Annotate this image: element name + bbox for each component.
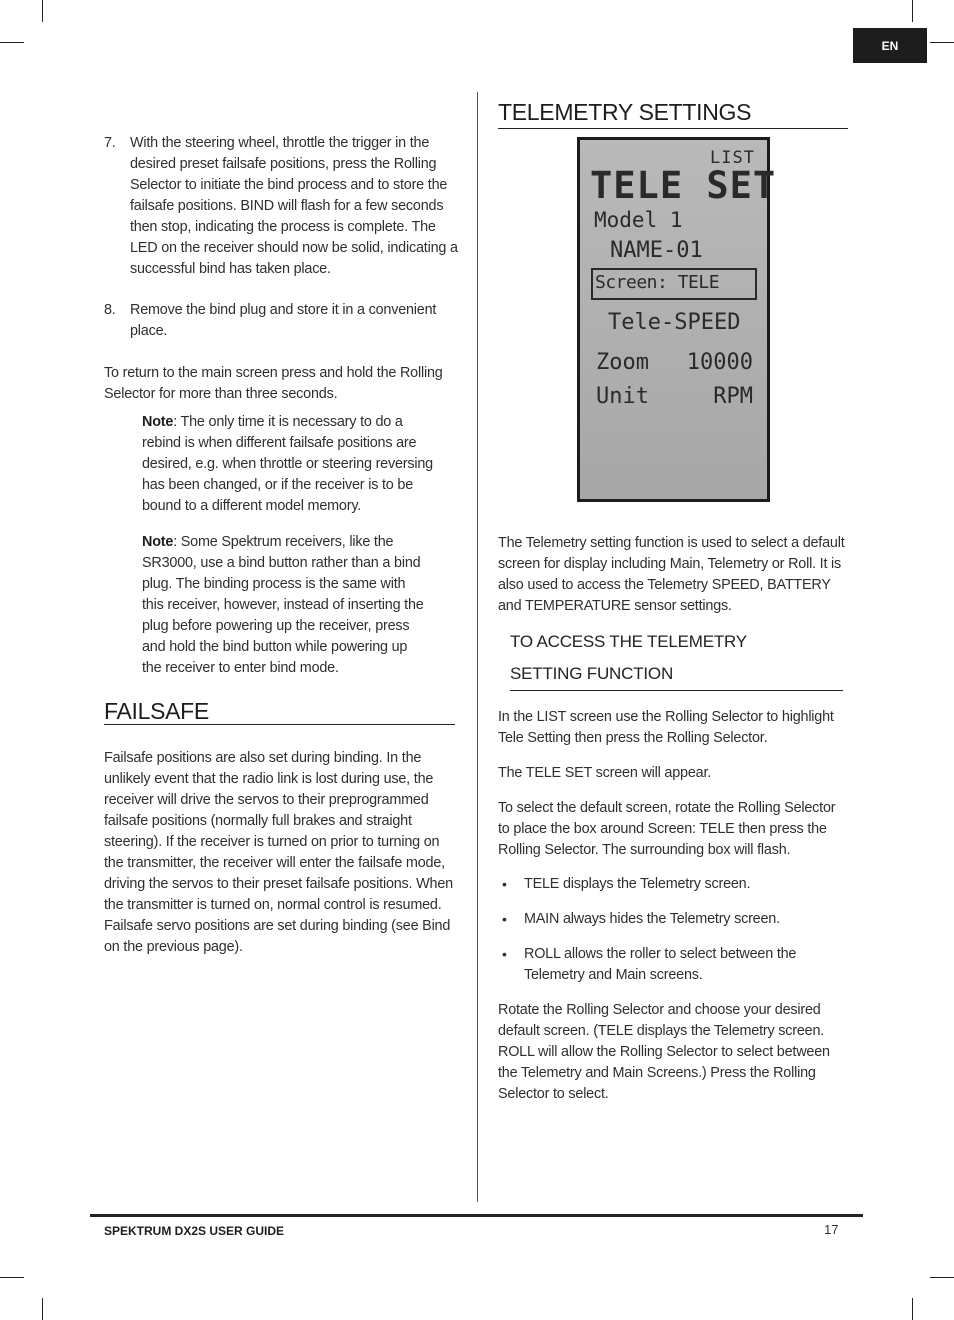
lcd-list-label: LIST — [710, 148, 755, 168]
list-item-text: Remove the bind plug and store it in a convenient place. — [130, 302, 437, 339]
list-item-number: 8. — [104, 302, 116, 318]
failsafe-paragraph: Failsafe positions are also set during binding. In the unlikely event that the radio link is lost during use, the receiver will drive the servos to their preprogrammed failsafe positions (normally full brakes and straight steering). If the receiver is turned on prior to turning on the transmitter, the receiver will enter the failsafe mode, driving the servos to their preset failsafe positions. When the transmitter is turned on, normal control is resumed. Failsafe servo positions are set during binding (see Bind on the previous page). — [104, 750, 453, 955]
footer-title: SPEKTRUM DX2S USER GUIDE — [104, 1224, 285, 1238]
access-paragraph-1: In the LIST screen use the Rolling Selector to highlight Tele Setting then press the Rolling Selector. — [498, 709, 834, 746]
telemetry-settings-heading: TELEMETRY SETTINGS — [498, 99, 848, 129]
note-label: Note — [142, 414, 174, 430]
crop-mark — [912, 0, 913, 22]
lcd-unit-label: Unit — [596, 384, 649, 409]
column-divider — [477, 92, 478, 1202]
lcd-screen-setting: Screen: TELE — [595, 272, 720, 293]
crop-mark — [42, 0, 43, 22]
crop-mark — [930, 42, 954, 43]
access-paragraph-3: To select the default screen, rotate the Rolling Selector to place the box around Screen: TELE then press the Rolling Selector. The surrounding box will flash. — [498, 800, 836, 858]
crop-mark — [912, 1298, 913, 1320]
failsafe-heading: FAILSAFE — [104, 701, 455, 725]
bullet-icon: • — [502, 946, 507, 962]
note-rebind — [142, 412, 442, 517]
note-text: : The only time it is necessary to do a rebind is when different failsafe positions are desired, e.g. when throttle or steering reversing has been changed, or if the receiver is to be bound to a different model memory. — [142, 414, 433, 514]
crop-mark — [42, 1298, 43, 1320]
list-item-text: With the steering wheel, throttle the trigger in the desired preset failsafe positions, press the Rolling Selector to initiate the bind process and to store the failsafe positions. BIND will flash for a few seconds then stop, indicating the process is complete. The LED on the receiver should now be solid, indicating a successful bind has taken place. — [130, 135, 458, 277]
lcd-screenshot — [577, 137, 777, 502]
bullet-icon: • — [502, 911, 507, 927]
bullet-item: ROLL allows the roller to select between the Telemetry and Main screens. — [524, 946, 797, 983]
page-number: 17 — [824, 1222, 839, 1237]
return-paragraph: To return to the main screen press and hold the Rolling Selector for more than three seconds. — [104, 365, 443, 402]
bullet-item: MAIN always hides the Telemetry screen. — [524, 911, 780, 927]
language-tab: EN — [853, 28, 927, 63]
lcd-title: TELE SET — [590, 164, 777, 207]
note-text: : Some Spektrum receivers, like the SR3000, use a bind button rather than a bind plug. The binding process is the same with this receiver, however, instead of inserting the plug before powering up the receiver, press and hold the bind button while powering up the receiver to enter bind mode. — [142, 534, 424, 676]
bullet-icon: • — [502, 876, 507, 892]
access-paragraph-4: Rotate the Rolling Selector and choose your desired default screen. (TELE displays the Telemetry screen. ROLL will allow the Rolling Selector to select between the Telemetry and Main Screens.) Press the Rolling Selector to select. — [498, 1002, 830, 1102]
list-item-number: 7. — [104, 135, 116, 151]
lcd-zoom-label: Zoom — [596, 350, 649, 375]
lcd-tele-setting: Tele-SPEED — [608, 310, 741, 335]
crop-mark — [930, 1277, 954, 1278]
crop-mark — [0, 42, 24, 43]
lcd-name: NAME-01 — [610, 238, 703, 263]
lcd-screen — [580, 140, 777, 499]
lcd-model: Model 1 — [594, 208, 683, 232]
bullet-item: TELE displays the Telemetry screen. — [524, 876, 751, 892]
note-bind-button — [142, 532, 427, 679]
access-subheading-line1: TO ACCESS THE TELEMETRY — [510, 632, 747, 651]
access-paragraph-2: The TELE SET screen will appear. — [498, 765, 712, 781]
footer-rule — [90, 1214, 863, 1217]
crop-mark — [0, 1277, 24, 1278]
lcd-unit-value: RPM — [713, 384, 753, 409]
lcd-zoom-value: 10000 — [686, 350, 753, 375]
note-label: Note — [142, 534, 174, 550]
telemetry-intro: The Telemetry setting function is used to select a default screen for display including Main, Telemetry or Roll. It is also used to access the Telemetry SPEED, BATTERY and TEMPERATURE sensor settings. — [498, 535, 845, 614]
access-subheading-line2: SETTING FUNCTION — [510, 658, 843, 691]
